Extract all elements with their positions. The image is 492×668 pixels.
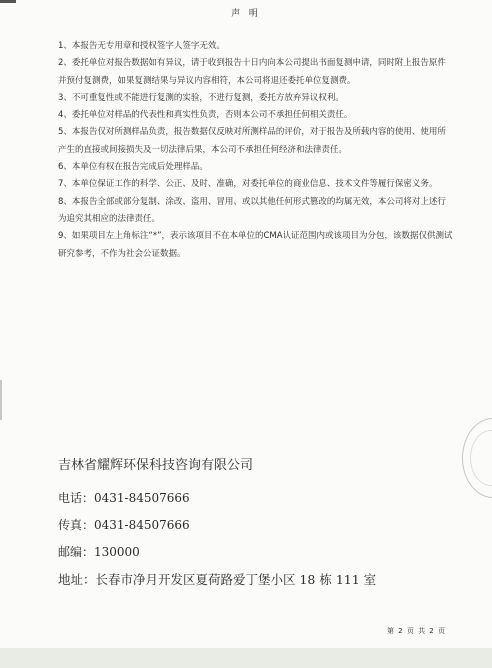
clause-1: 1、本报告无专用章和授权签字人签字无效。 <box>58 41 225 51</box>
clause-7: 7、本单位保证工作的科学、公正、及时、准确，对委托单位的商业信息、技术文件等履行保密义务。 <box>58 179 438 190</box>
page-number: 第 2 页 共 2 页 <box>386 627 446 635</box>
statement-clauses <box>58 38 454 263</box>
viewer-bottom-strip <box>0 648 492 668</box>
clause-9: 9、如果项目左上角标注“*”，表示该项目不在本单位的CMA认证范围内或该项目为分包，该数据仅供测试研究参考，不作为社会公证数据。 <box>58 231 453 259</box>
statement-title: 声 明 <box>231 9 261 19</box>
clause-8: 8、本报告全部或部分复制、涂改、盗用、冒用、或以其他任何形式篡改的均属无效，本公司将对上述行为追究其相应的法律责任。 <box>58 196 446 224</box>
clause-2: 2、委托单位对报告数据如有异议，请于收到报告十日内向本公司提出书面复测申请，同时附上报告原件并预付复测费，如果复测结果与异议内容相符，本公司将退还委托单位复测费。 <box>58 58 446 86</box>
clause-6: 6、本单位有权在报告完成后处理样品。 <box>58 162 208 173</box>
clause-4: 4、委托单位对样品的代表性和真实性负责，否则本公司不承担任何相关责任。 <box>58 110 353 121</box>
company-address: 地址：长春市净月开发区夏荷路爱丁堡小区 18 栋 111 室 <box>58 572 377 587</box>
company-name: 吉林省耀辉环保科技咨询有限公司 <box>58 458 254 473</box>
company-phone: 电话：0431-84507666 <box>58 491 190 505</box>
clause-5: 5、本报告仅对所测样品负责，报告数据仅反映对所测样品的评价，对于报告及所载内容的使用、使用所产生的直接或间接损失及一切法律后果，本公司不承担任何经济和法律责任。 <box>58 127 446 155</box>
company-postcode: 邮编：130000 <box>58 545 140 559</box>
scan-corner-mark <box>0 0 16 3</box>
scan-edge-mark <box>0 380 2 420</box>
company-info <box>58 454 458 593</box>
clause-3: 3、不可重复性或不能进行复测的实验，不进行复测，委托方放弃异议权利。 <box>58 92 344 103</box>
company-fax: 传真：0431-84507666 <box>58 518 190 532</box>
